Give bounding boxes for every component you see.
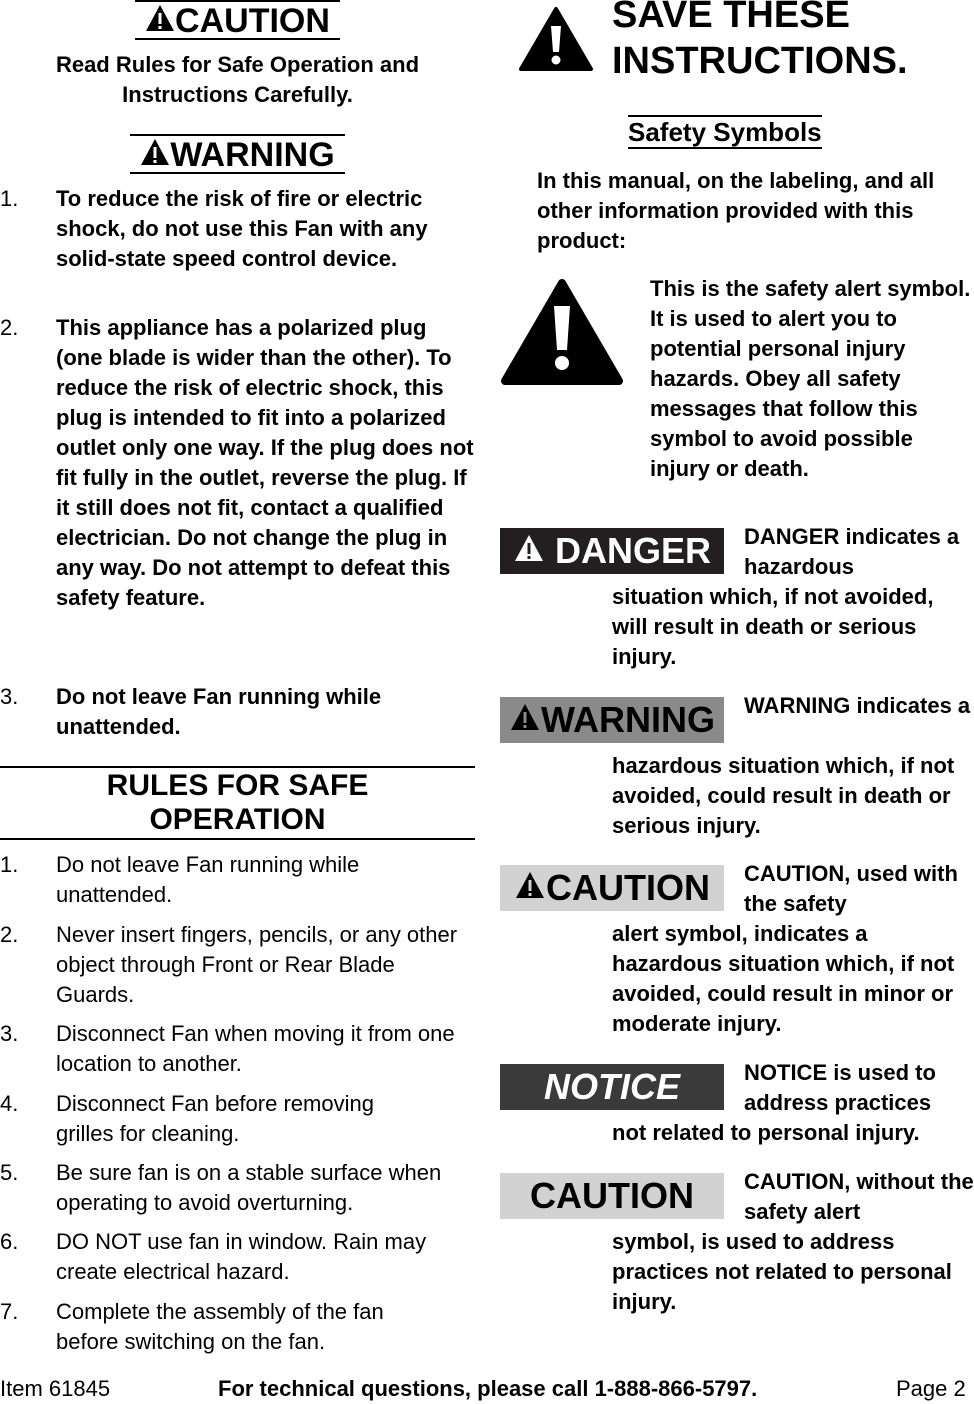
- safety-alert-icon: [513, 533, 545, 563]
- list-item: DO NOT use fan in window. Rain may create electrical hazard.: [56, 1229, 427, 1284]
- danger-signal-word: [500, 528, 724, 574]
- warning-label: WARNING: [541, 699, 715, 740]
- save-title-line2: INSTRUCTIONS.: [612, 40, 908, 82]
- list-item: Complete the assembly of the fan before switching on the fan.: [56, 1299, 384, 1354]
- notice-desc-top: NOTICE is used to address practices: [744, 1060, 936, 1115]
- caution-plain-label: CAUTION: [530, 1175, 694, 1216]
- safety-alert-icon: [518, 6, 594, 72]
- warning-desc-top: WARNING indicates a: [744, 693, 971, 718]
- save-instructions-title: [612, 0, 908, 84]
- caution-signal-word: [500, 865, 724, 911]
- safety-alert-icon: [509, 702, 541, 732]
- safety-alert-icon: [500, 278, 624, 386]
- list-number: 3.: [0, 1021, 19, 1046]
- warning-desc-bottom: hazardous situation which, if not avoided, could result in death or serious injury.: [612, 753, 955, 838]
- list-number: 6.: [0, 1229, 19, 1254]
- list-item: Disconnect Fan when moving it from one location to another.: [56, 1021, 455, 1076]
- safety-alert-icon: [514, 870, 546, 900]
- safety-alert-icon: [145, 4, 175, 32]
- notice-signal-word: [500, 1064, 724, 1110]
- alert-symbol-description: This is the safety alert symbol. It is used to alert you to potential personal injury hazards. Obey all safety messages that follow this symbol to avoid possible injury or death.: [650, 276, 971, 481]
- list-item: To reduce the risk of fire or electric shock, do not use this Fan with any solid-state speed control device.: [56, 186, 428, 271]
- danger-desc-bottom: situation which, if not avoided, will result in death or serious injury.: [612, 584, 934, 669]
- footer-tech-questions: For technical questions, please call 1-888-866-5797.: [218, 1376, 758, 1401]
- warning-signal-word: [500, 697, 724, 743]
- footer-item-number: Item 61845: [0, 1376, 111, 1401]
- rules-heading: [0, 766, 475, 840]
- danger-label: DANGER: [555, 530, 712, 571]
- list-item: Disconnect Fan before removing grilles for cleaning.: [56, 1091, 374, 1146]
- caution-heading-text: CAUTION: [175, 2, 330, 40]
- danger-desc-top: DANGER indicates a hazardous: [744, 524, 960, 579]
- warning-heading: [130, 134, 345, 174]
- warning-heading-text: WARNING: [170, 136, 335, 174]
- list-number: 2.: [0, 315, 19, 340]
- list-item: This appliance has a polarized plug (one blade is wider than the other). To reduce the risk of electric shock, this plug is intended to fit into a polarized outlet only one way. If the plug does not fit fully in the outlet, reverse the plug. If it still does not fit, contact a qualified electrician. Do not change the plug in any way. Do not attempt to defeat this safety feature.: [56, 315, 474, 610]
- list-number: 2.: [0, 922, 19, 947]
- footer-page-number: Page 2: [896, 1376, 966, 1401]
- caution-plain-desc-top: CAUTION, without the safety alert: [744, 1169, 974, 1224]
- notice-desc-bottom: not related to personal injury.: [612, 1120, 920, 1145]
- caution-plain-signal-word: [500, 1173, 724, 1219]
- list-number: 3.: [0, 684, 19, 709]
- rules-heading-line1: RULES FOR SAFE: [106, 769, 369, 802]
- list-item: Do not leave Fan running while unattended.: [56, 852, 360, 907]
- list-number: 7.: [0, 1299, 19, 1324]
- list-number: 1.: [0, 186, 19, 211]
- list-number: 5.: [0, 1160, 19, 1185]
- safety-symbols-heading: Safety Symbols: [628, 117, 822, 147]
- caution-desc-top: CAUTION, used with the safety: [744, 861, 958, 916]
- save-title-line1: SAVE THESE: [612, 0, 850, 36]
- safety-alert-icon: [140, 138, 170, 166]
- read-rules-text: Read Rules for Safe Operation and Instructions Carefully.: [55, 52, 420, 107]
- notice-label: NOTICE: [543, 1066, 680, 1107]
- caution-desc-bottom: alert symbol, indicates a hazardous situation which, if not avoided, could result in minor or moderate injury.: [612, 921, 955, 1036]
- rules-heading-line2: OPERATION: [149, 803, 326, 836]
- list-item: Never insert fingers, pencils, or any other object through Front or Rear Blade Guards.: [56, 922, 458, 1007]
- list-item: Do not leave Fan running while unattended.: [56, 684, 382, 739]
- caution-plain-desc-bottom: symbol, is used to address practices not related to personal injury.: [612, 1229, 952, 1314]
- list-item: Be sure fan is on a stable surface when operating to avoid overturning.: [56, 1160, 442, 1215]
- caution-label: CAUTION: [546, 867, 710, 908]
- caution-heading: [135, 0, 340, 40]
- list-number: 1.: [0, 852, 19, 877]
- safety-intro-text: In this manual, on the labeling, and all other information provided with this product:: [537, 168, 935, 253]
- list-number: 4.: [0, 1091, 19, 1116]
